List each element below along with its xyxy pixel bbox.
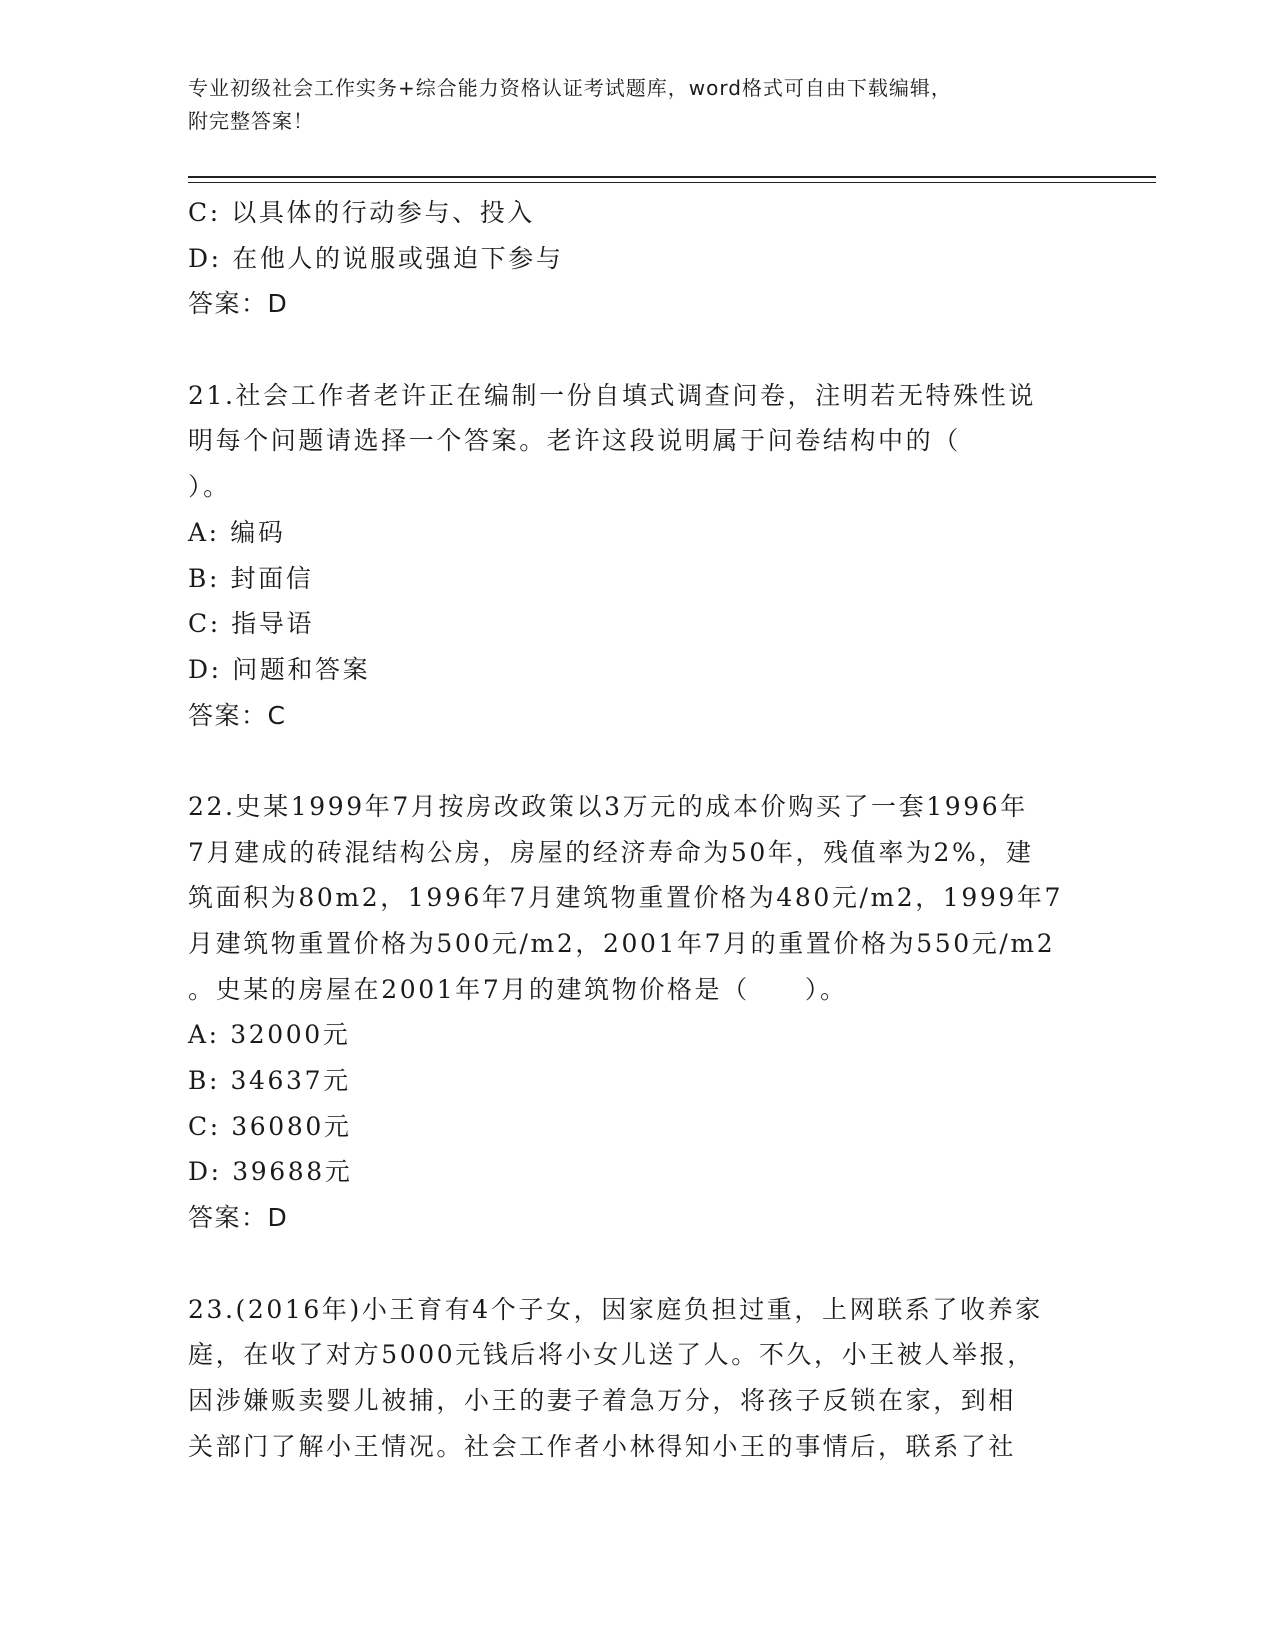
q20-option-c: C: 以具体的行动参与、投入 [188, 198, 535, 227]
q22-option-d: D: 39688元 [188, 1157, 353, 1187]
q21-stem-line-3: ）。 [188, 472, 231, 502]
document-body [188, 190, 1088, 1469]
q22-stem-line-5: 。史某的房屋在2001年7月的建筑物价格是（ ）。 [188, 974, 848, 1004]
q21-stem-line-1: 21.社会工作者老许正在编制一份自填式调查问卷，注明若无特殊性说 [188, 380, 1036, 410]
q23-stem-line-1: 23.(2016年)小王育有4个子女，因家庭负担过重，上网联系了收养家 [188, 1294, 1043, 1324]
header-rule-thick [188, 176, 1156, 178]
q21-answer: 答案：C [188, 700, 287, 730]
q22-stem-line-1: 22.史某1999年7月按房改政策以3万元的成本价购买了一套1996年 [188, 791, 1028, 821]
page-header [188, 72, 1088, 138]
q22-stem-line-4: 月建筑物重置价格为500元/m2，2001年7月的重置价格为550元/m2 [188, 929, 1056, 958]
q21-stem-line-2: 明每个问题请选择一个答案。老许这段说明属于问卷结构中的（ [188, 426, 961, 456]
q22-answer: 答案：D [188, 1203, 289, 1233]
q22-stem-line-2: 7月建成的砖混结构公房，房屋的经济寿命为50年，残值率为2%，建 [188, 837, 1034, 867]
q22-option-c: C: 36080元 [188, 1111, 352, 1141]
q22-option-b: B: 34637元 [188, 1066, 351, 1096]
q23-stem-line-2: 庭，在收了对方5000元钱后将小女儿送了人。不久，小王被人举报， [188, 1340, 1035, 1370]
q21-option-c: C: 指导语 [188, 609, 315, 639]
spacer [188, 1241, 1088, 1287]
header-line-1: 专业初级社会工作实务+综合能力资格认证考试题库，word格式可自由下载编辑， [188, 76, 952, 100]
q22-stem-line-3: 筑面积为80m2，1996年7月建筑物重置价格为480元/m2，1999年7 [188, 883, 1064, 913]
spacer [188, 738, 1088, 784]
header-rule-thin [188, 182, 1156, 183]
q22-option-a: A: 32000元 [188, 1020, 351, 1050]
q21-option-a: A: 编码 [188, 517, 286, 547]
q23-stem-line-4: 关部门了解小王情况。社会工作者小林得知小王的事情后，联系了社 [188, 1431, 1017, 1461]
q21-option-b: B: 封面信 [188, 563, 314, 593]
q21-option-d: D: 问题和答案 [188, 654, 371, 684]
q23-stem-line-3: 因涉嫌贩卖婴儿被捕，小王的妻子着急万分，将孩子反锁在家，到相 [188, 1385, 1017, 1415]
spacer [188, 327, 1088, 373]
q20-option-d: D: 在他人的说服或强迫下参与 [188, 243, 564, 273]
q20-answer: 答案：D [188, 289, 289, 319]
header-line-2: 附完整答案！ [188, 109, 314, 133]
